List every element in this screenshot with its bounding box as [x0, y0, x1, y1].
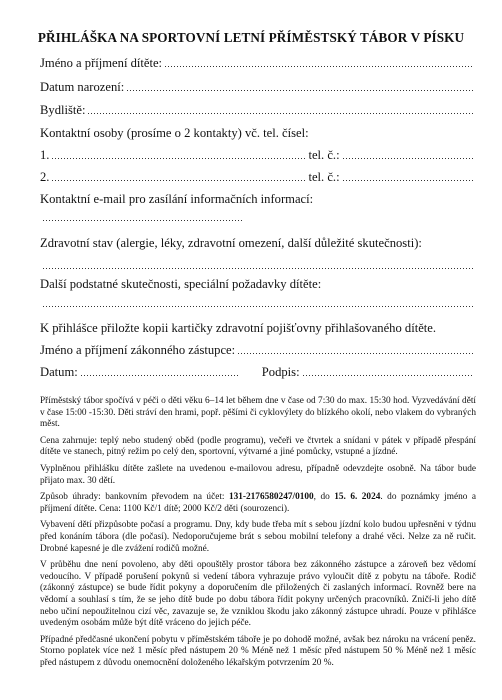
- date-line[interactable]: [80, 365, 240, 376]
- child-name-label: Jméno a příjmení dítěte:: [40, 56, 163, 70]
- contact1-field[interactable]: [40, 148, 474, 163]
- signature-line[interactable]: [302, 365, 474, 376]
- child-name-field[interactable]: [40, 56, 474, 71]
- insurance-note-text: K přihlášce přiložte kopii kartičky zdravotní pojišťovny přihlašovaného dítěte.: [40, 321, 437, 335]
- email-line[interactable]: [42, 210, 242, 221]
- info-paragraph-rules: V průběhu dne není povoleno, aby děti opouštěly prostor tábora bez zákonného zástupce a zároveň bez vědomí vedoucího. V případě porušení pokynů si vedení tábora vyhrazuje právo vyloučit dítě z pobytu na táboře. Rodič (zákonný zástupce) se bude řídit pokyny a doporučením dle přiložených či zaslaných informací. Rovněž bere na vědomí a souhlasí s tím, že se jeho dítě bude po dobu tábora řídit pokyny určených pracovníků. Zničí-li jeho dítě nebo učiní nepoužitelnou cizí věc, zavazuje se, že vzniklou škodu jako zákonný zástupce uhradí. Pouze v přihlášce uvedeným osobám může být dítě vráceno do jejich péče.: [40, 560, 476, 629]
- payment-text-c: . do poznámky jméno a příjmení dítěte. Cena: 1100 Kč/1 dítě; 2000 Kč/2 děti (sourozenci).: [40, 492, 476, 514]
- contact1-name-line[interactable]: [51, 148, 305, 159]
- health-field[interactable]: [40, 258, 474, 269]
- info-section: [40, 396, 476, 674]
- address-label: Bydliště:: [40, 103, 86, 117]
- info-paragraph-payment: [40, 492, 476, 515]
- date-signature-field[interactable]: [40, 365, 474, 380]
- health-heading: [40, 236, 474, 251]
- contacts-heading: [40, 126, 474, 141]
- info-paragraph-cancellation: Případné předčasné ukončení pobytu v příměstském táboře je po dohodě možné, avšak bez nároku na vrácení peněz. Storno poplatek více než 1 měsíc před nástupem 20 % Méně než 1 měsíc před nástupem 50 % Méně než 1 měsíc před nástupem z důvodu onemocnění doloženého lékařským potvrzením 20 %.: [40, 634, 476, 668]
- page-title: PŘIHLÁŠKA NA SPORTOVNÍ LETNÍ PŘÍMĚSTSKÝ TÁBOR V PÍSKU: [37, 30, 465, 45]
- birth-date-label: Datum narození:: [40, 80, 125, 94]
- date-label: Datum:: [40, 365, 78, 379]
- other-heading: [40, 277, 474, 292]
- info-paragraph-price: Cena zahrnuje: teplý nebo studený oběd (podle programu), večeři ve čtvrtek a snídani v pátek v případě přespání dítěte ve stanech, pitný režim po celý den, sportovní, výtvarné a jiné pomůcky, vstupné a jízdné.: [40, 435, 476, 458]
- contact2-number: 2.: [40, 170, 50, 184]
- other-field[interactable]: [40, 296, 474, 307]
- other-line[interactable]: [42, 296, 474, 307]
- contact2-field[interactable]: [40, 170, 474, 185]
- payment-text-a: Způsob úhrady: bankovním převodem na účet:: [40, 492, 229, 503]
- info-paragraph-submission: Vyplněnou přihlášku dítěte zašlete na uvedenou e-mailovou adresu, případně odevzdejte osobně. Na tábor bude přijato max. 30 dětí.: [40, 463, 476, 486]
- birth-date-line[interactable]: [126, 80, 474, 91]
- email-heading: [40, 192, 474, 207]
- contact2-phone-line[interactable]: [342, 170, 474, 181]
- bank-account: 131-2176580247/0100: [228, 492, 314, 503]
- info-paragraph-equipment: Vybavení dětí přizpůsobte počasí a programu. Dny, kdy bude třeba mít s sebou jízdní kolo budou upřesněni v týdnu před konáním tábora (dle počasí). Nedoporučujeme brát s sebou mobilní telefony a drahé věci. Nelze za ně ručit. Drobné kapesné je dle zvážení rodičů možné.: [40, 520, 476, 554]
- contact2-name-line[interactable]: [51, 170, 305, 181]
- contact1-phone-line[interactable]: [342, 148, 474, 159]
- health-label: Zdravotní stav (alergie, léky, zdravotní omezení, další důležité skutečnosti):: [40, 236, 422, 250]
- guardian-line[interactable]: [237, 343, 474, 354]
- guardian-label: Jméno a příjmení zákonného zástupce:: [40, 343, 236, 357]
- email-label: Kontaktní e-mail pro zasílání informačních informací:: [40, 192, 314, 206]
- insurance-note: [40, 321, 474, 336]
- payment-text-b: , do: [313, 492, 335, 503]
- info-paragraph-hours: Příměstský tábor spočívá v péči o děti věku 6–14 let během dne v čase od 7:30 do max. 15:30 hod. Vyzvedávání dětí v čase 15:00 -15:30. Děti stráví den hrami, popř. pěšími či cyklovýlety do blízkého okolí, nebo vlakem do vybraných měst.: [40, 396, 476, 430]
- payment-deadline: 15. 6. 2024: [334, 492, 381, 503]
- address-line[interactable]: [87, 103, 474, 114]
- contact1-number: 1.: [40, 148, 50, 162]
- other-label: Další podstatné skutečnosti, speciální požadavky dítěte:: [40, 277, 322, 291]
- birth-date-field[interactable]: [40, 80, 474, 95]
- child-name-line[interactable]: [164, 56, 474, 67]
- contact1-phone-label: tel. č.:: [308, 148, 340, 162]
- email-field[interactable]: [40, 210, 474, 221]
- contacts-label: Kontaktní osoby (prosíme o 2 kontakty) vč. tel. čísel:: [40, 126, 309, 140]
- guardian-field[interactable]: [40, 343, 474, 358]
- address-field[interactable]: [40, 103, 474, 118]
- health-line[interactable]: [42, 258, 474, 269]
- contact2-phone-label: tel. č.:: [308, 170, 340, 184]
- signature-label: Podpis:: [261, 365, 300, 379]
